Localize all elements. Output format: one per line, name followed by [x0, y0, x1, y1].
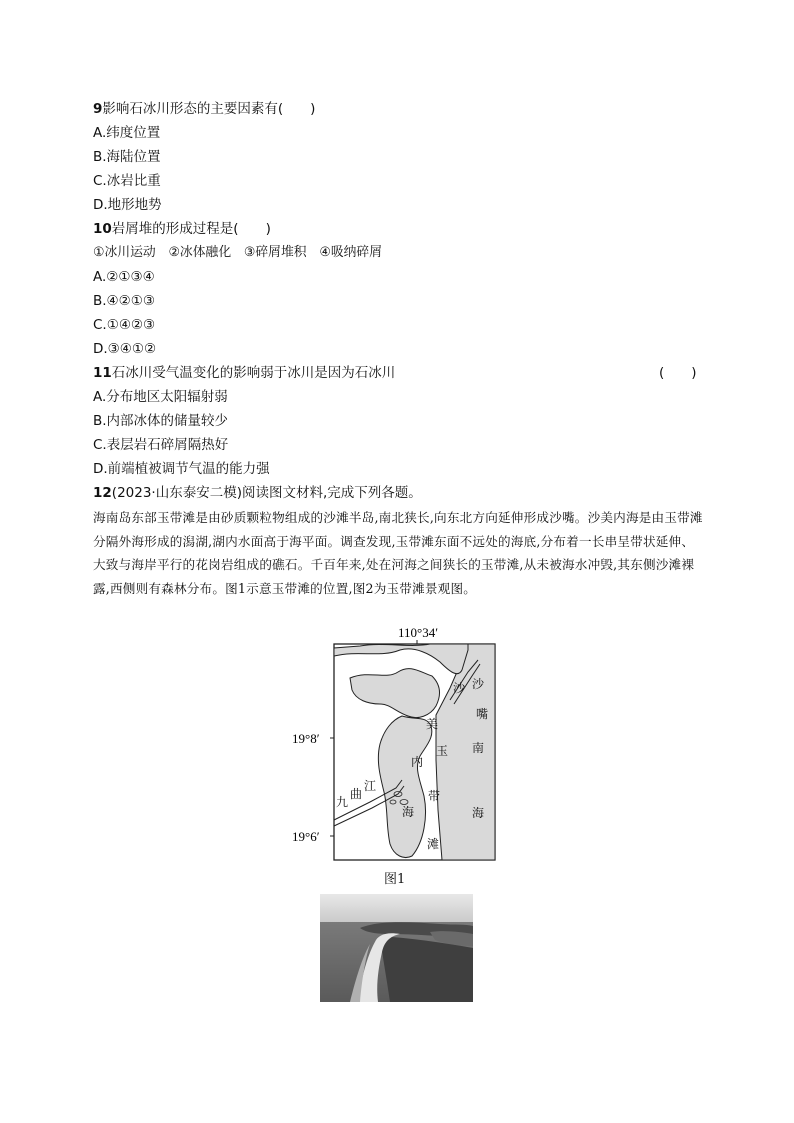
label-sha-zui-1: 沙: [472, 677, 485, 691]
yudaitan-landscape-photo: [320, 894, 473, 1002]
question-10-stem: 10岩屑堆的形成过程是( ): [93, 221, 271, 237]
option-9c: C.冰岩比重: [93, 173, 161, 189]
label-south-sea-1: 南: [472, 741, 485, 755]
label-jiu: 九: [336, 795, 349, 809]
question-9-stem: 9影响石冰川形态的主要因素有( ): [93, 101, 316, 117]
latitude-bottom-label: 19°6′: [292, 829, 320, 844]
label-yu: 玉: [436, 744, 449, 758]
option-11a: A.分布地区太阳辐射弱: [93, 389, 228, 405]
option-11d: D.前端植被调节气温的能力强: [93, 461, 270, 477]
label-sha-zui-2: 嘴: [476, 707, 489, 721]
label-hai: 海: [402, 805, 415, 819]
yudaitan-location-map: [290, 620, 520, 880]
option-11c: C.表层岩石碎屑隔热好: [93, 437, 229, 453]
option-9a: A.纬度位置: [93, 125, 161, 141]
label-mei: 美: [426, 717, 439, 731]
option-10b: B.④②①③: [93, 293, 155, 309]
reading-passage: 海南岛东部玉带滩是由砂质颗粒物组成的沙滩半岛,南北狭长,向东北方向延伸形成沙嘴。沙美内海是由玉带滩分隔外海形成的潟湖,湖内水面高于海平面。调查发现,玉带滩东面不远处的海底,分布着一长串呈带状延伸、大致与海岸平行的花岗岩组成的礁石。千百年来,处在河海之间狭长的玉带滩,从未被海水冲毁,其东侧沙滩裸露,西侧则有森林分布。图1示意玉带滩的位置,图2为玉带滩景观图。: [93, 510, 703, 596]
question-12-stem: 12(2023·山东泰安二模)阅读图文材料,完成下列各题。: [93, 485, 422, 501]
question-11-answer-paren: ( ): [659, 365, 697, 381]
option-10a: A.②①③④: [93, 269, 155, 285]
label-dai: 带: [428, 789, 441, 803]
longitude-label: 110°34′: [398, 625, 439, 640]
label-sha: 沙: [453, 681, 466, 695]
label-qu: 曲: [350, 787, 363, 801]
option-11b: B.内部冰体的储量较少: [93, 413, 229, 429]
figure-1-caption: 图1: [384, 872, 406, 887]
question-10-items: ①冰川运动 ②冰体融化 ③碎屑堆积 ④吸纳碎屑: [93, 245, 383, 260]
option-9b: B.海陆位置: [93, 149, 161, 165]
question-11-stem: 11石冰川受气温变化的影响弱于冰川是因为石冰川: [93, 365, 396, 381]
label-nei: 内: [411, 755, 424, 769]
latitude-top-label: 19°8′: [292, 731, 320, 746]
label-south-sea-2: 海: [472, 806, 485, 820]
option-10c: C.①④②③: [93, 317, 156, 333]
label-tan: 滩: [427, 837, 440, 851]
label-jiang: 江: [364, 779, 377, 793]
option-9d: D.地形地势: [93, 197, 162, 213]
option-10d: D.③④①②: [93, 341, 157, 357]
